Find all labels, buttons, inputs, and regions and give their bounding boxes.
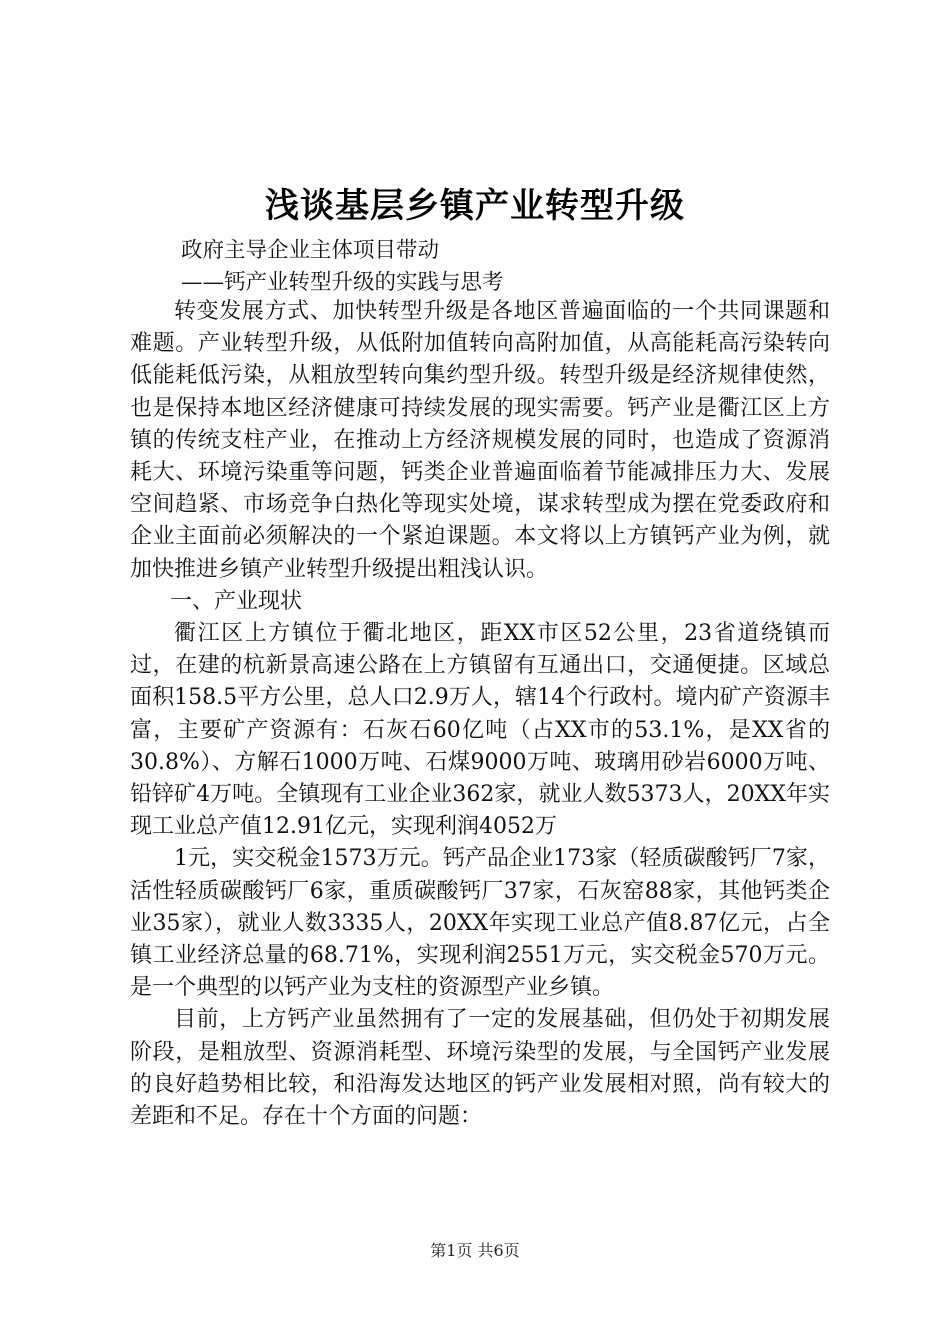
section-heading: 一、产业现状 [170,588,303,614]
paragraph-intro: 转变发展方式、加快转型升级是各地区普遍面临的一个共同课题和难题。产业转型升级，从低附加值转向高附加值，从高能耗高污染转向低能耗低污染，从粗放型转向集约型升级。转型升级是经济规律使然，也是保持本地区经济健康可持续发展的现实需要。钙产业是衢江区上方镇的传统支柱产业，在推动上方经济规模发展的同时，也造成了资源消耗大、环境污染重等问题，钙类企业普遍面临着节能减排压力大、发展空间趋紧、市场竞争白热化等现实处境，谋求转型成为摆在党委政府和企业主面前必须解决的一个紧迫课题。本文将以上方镇钙产业为例，就加快推进乡镇产业转型升级提出粗浅认识。 [130,299,830,582]
paragraph-status: 衢江区上方镇位于衢北地区，距XX市区52公里，23省道绕镇而过，在建的杭新景高速公路在上方镇留有互通出口，交通便捷。区域总面积158.5平方公里，总人口2.9万人，辖14个行政村。境内矿产资源丰富，主要矿产资源有：石灰石60亿吨（占XX市的53.1%，是XX省的30.8%）、方解石1000万吨、石煤9000万吨、玻璃用砂岩6000万吨、铅锌矿4万吨。全镇现有工业企业362家，就业人数5373人，20XX年实现工业总产值12.91亿元，实现利润4052万 [130,621,830,840]
document-title: 浅谈基层乡镇产业转型升级 [265,186,685,226]
page-footer: 第1页 共6页 [430,1241,520,1260]
subtitle-line-2: ——钙产业转型升级的实践与思考 [181,270,504,295]
paragraph-calcium-industry: 1元，实交税金1573万元。钙产品企业173家（轻质碳酸钙厂7家，活性轻质碳酸钙厂6家，重质碳酸钙厂37家，石灰窑88家，其他钙类企业35家），就业人数3335人，20XX年实现工业总产值8.87亿元，占全镇工业经济总量的68.71%，实现利润2551万元，实交税金570万元。是一个典型的以钙产业为支柱的资源型产业乡镇。 [130,846,830,1001]
subtitle-line-1: 政府主导企业主体项目带动 [181,238,440,263]
body-block-1 [130,296,830,1133]
paragraph-problems: 目前，上方钙产业虽然拥有了一定的发展基础，但仍处于初期发展阶段，是粗放型、资源消耗型、环境污染型的发展，与全国钙产业发展的良好趋势相比较，和沿海发达地区的钙产业发展相对照，尚有较大的差距和不足。存在十个方面的问题： [130,1007,830,1130]
